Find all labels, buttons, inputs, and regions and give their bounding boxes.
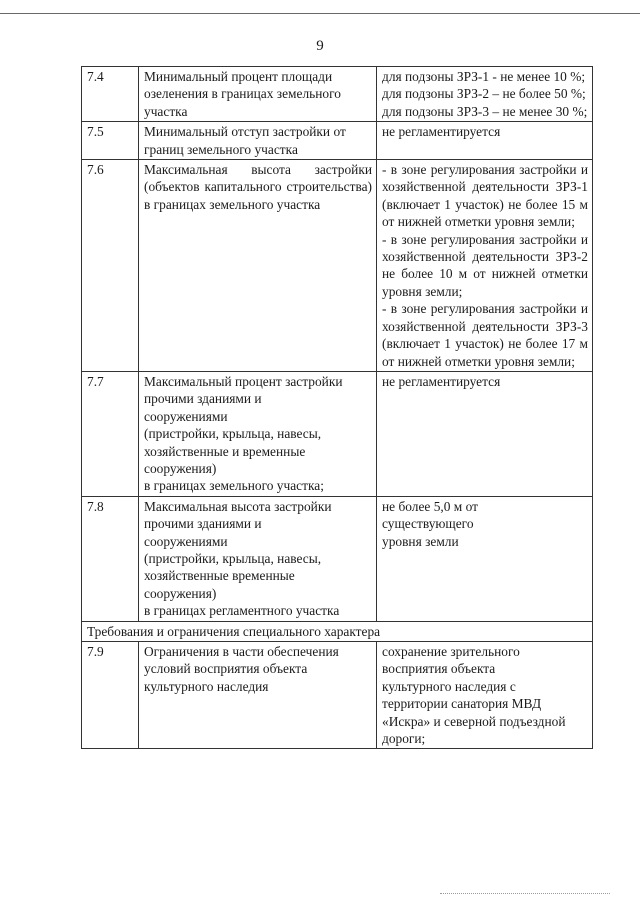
- parameter-line: хозяйственные временные: [144, 568, 295, 584]
- parameter-value: [377, 496, 593, 621]
- value-line: для подзоны ЗРЗ-2 – не более 50 %;: [382, 86, 586, 102]
- value-line: не регламентируется: [382, 373, 501, 389]
- parameter-name: Минимальный отступ застройки от границ земельного участка: [139, 122, 377, 160]
- value-line: «Искра» и северной подъездной: [382, 713, 566, 729]
- parameter-line: Максимальная высота застройки: [144, 498, 332, 514]
- section-heading-row: [82, 621, 593, 641]
- regulation-table: [81, 66, 593, 749]
- parameter-line: в границах земельного участка;: [144, 478, 324, 494]
- parameter-line: сооружения): [144, 460, 217, 476]
- section-heading: Требования и ограничения специального характера: [82, 621, 593, 641]
- parameter-value: [377, 122, 593, 160]
- table-row: [82, 496, 593, 621]
- value-line: - в зоне регулирования застройки и хозяйственной деятельности ЗРЗ-3 (включает 1 участок) не более 17 м от нижней отметки уровня земли;: [382, 301, 588, 369]
- table-row: [82, 642, 593, 749]
- value-line: культурного наследия с: [382, 678, 516, 694]
- value-line: для подзоны ЗРЗ-1 - не менее 10 %;: [382, 69, 586, 84]
- value-line: не регламентируется: [382, 124, 501, 140]
- parameter-value: [377, 371, 593, 496]
- parameter-line: прочими зданиями и: [144, 391, 262, 407]
- table-row: [82, 67, 593, 122]
- parameter-name: Максимальная высота застройки (объектов капитального строительства) в границах земельного участка: [139, 160, 377, 372]
- parameter-name: [139, 642, 377, 749]
- parameter-line: сооружениями: [144, 408, 228, 424]
- value-line: сохранение зрительного: [382, 644, 520, 659]
- table-row: [82, 160, 593, 372]
- page-top-rule: [0, 13, 640, 14]
- scan-artifact-line: [440, 893, 610, 897]
- parameter-line: (пристройки, крыльца, навесы,: [144, 550, 322, 566]
- parameter-line: сооружениями: [144, 533, 228, 549]
- parameter-line: Ограничения в части обеспечения: [144, 644, 339, 659]
- row-number: 7.9: [82, 642, 139, 749]
- row-number: 7.6: [82, 160, 139, 372]
- value-line: дороги;: [382, 731, 426, 747]
- table-row: [82, 122, 593, 160]
- parameter-name: Минимальный процент площади озеленения в границах земельного участка: [139, 67, 377, 122]
- parameter-name: [139, 496, 377, 621]
- value-line: существующего: [382, 516, 474, 532]
- value-line: уровня земли: [382, 533, 459, 549]
- value-line: восприятия объекта: [382, 661, 496, 677]
- parameter-line: хозяйственные и временные: [144, 443, 306, 459]
- parameter-value: [377, 67, 593, 122]
- row-number: 7.8: [82, 496, 139, 621]
- parameter-line: прочими зданиями и: [144, 516, 262, 532]
- parameter-line: условий восприятия объекта: [144, 661, 308, 677]
- row-number: 7.7: [82, 371, 139, 496]
- parameter-line: (пристройки, крыльца, навесы,: [144, 426, 322, 442]
- parameter-line: культурного наследия: [144, 678, 269, 694]
- parameter-line: в границах регламентного участка: [144, 603, 340, 619]
- row-number: 7.5: [82, 122, 139, 160]
- value-line: - в зоне регулирования застройки и хозяйственной деятельности ЗРЗ-1 (включает 1 участок) не более 15 м от нижней отметки уровня земли;: [382, 162, 588, 230]
- page-number: 9: [316, 38, 324, 54]
- parameter-line: сооружения): [144, 585, 217, 601]
- table-row: [82, 371, 593, 496]
- value-line: для подзоны ЗРЗ-3 – не менее 30 %;: [382, 103, 588, 119]
- value-line: территории санатория МВД: [382, 696, 542, 712]
- row-number: 7.4: [82, 67, 139, 122]
- parameter-line: Максимальный процент застройки: [144, 373, 343, 389]
- parameter-value: [377, 642, 593, 749]
- parameter-value: [377, 160, 593, 372]
- value-line: - в зоне регулирования застройки и хозяйственной деятельности ЗРЗ-2 не более 10 м от нижней отметки уровня земли;: [382, 231, 588, 299]
- parameter-name: [139, 371, 377, 496]
- value-line: не более 5,0 м от: [382, 498, 478, 514]
